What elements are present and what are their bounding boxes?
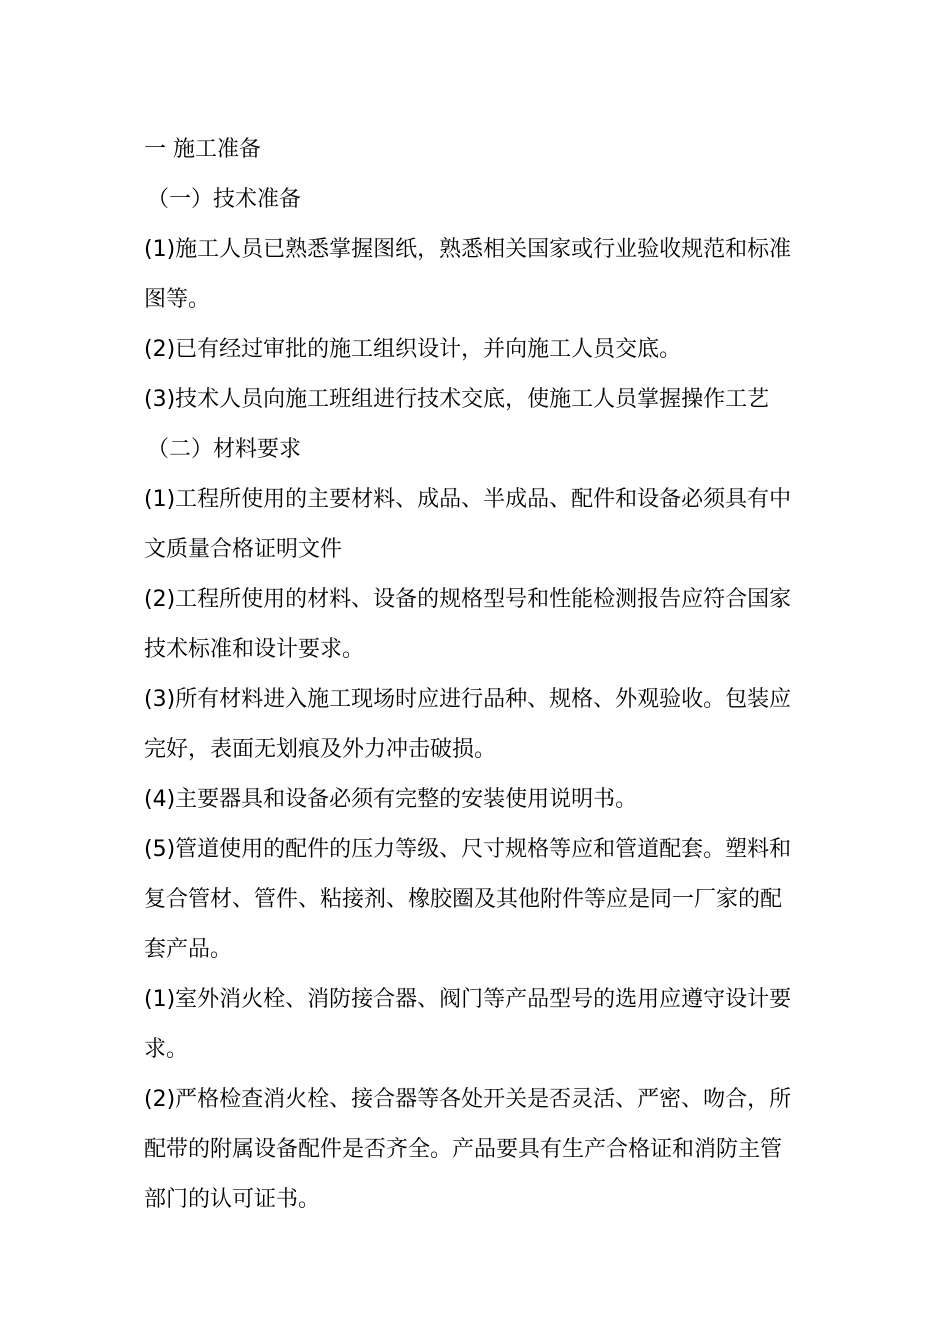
paragraph-material-6 <box>144 975 808 1075</box>
subsection-heading-technical: （一）技术准备 <box>147 187 302 212</box>
paragraph-line: 配带的附属设备配件是否齐全。产品要具有生产合格证和消防主管 <box>144 1137 783 1162</box>
paragraph-line: 完好，表面无划痕及外力冲击破损。 <box>144 737 497 762</box>
paragraph-line: (1)室外消火栓、消防接合器、阀门等产品型号的选用应遵守设计要 <box>144 987 792 1012</box>
paragraph-line: 复合管材、管件、粘接剂、橡胶圈及其他附件等应是同一厂家的配 <box>144 887 783 912</box>
paragraph-line: (1)施工人员已熟悉掌握图纸，熟悉相关国家或行业验收规范和标准 <box>144 237 792 262</box>
subsection-heading-materials: （二）材料要求 <box>147 437 302 462</box>
paragraph-line: (2)严格检查消火栓、接合器等各处开关是否灵活、严密、吻合，所 <box>144 1087 792 1112</box>
paragraph-tech-1 <box>144 225 808 325</box>
paragraph-line: (2)已有经过审批的施工组织设计，并向施工人员交底。 <box>144 337 682 362</box>
paragraph-line: (3)技术人员向施工班组进行技术交底，使施工人员掌握操作工艺 <box>144 387 770 412</box>
paragraph-line: (3)所有材料进入施工现场时应进行品种、规格、外观验收。包装应 <box>144 687 792 712</box>
paragraph-line: 图等。 <box>144 287 211 312</box>
paragraph-material-1 <box>144 475 808 575</box>
paragraph-tech-3 <box>144 375 808 425</box>
section-title: 一 施工准备 <box>144 137 261 162</box>
paragraph-material-4 <box>144 775 808 825</box>
paragraph-line: (2)工程所使用的材料、设备的规格型号和性能检测报告应符合国家 <box>144 587 792 612</box>
paragraph-line: 技术标准和设计要求。 <box>144 637 365 662</box>
paragraph-line: (5)管道使用的配件的压力等级、尺寸规格等应和管道配套。塑料和 <box>144 837 792 862</box>
paragraph-line: 部门的认可证书。 <box>144 1187 321 1212</box>
document-body <box>144 125 808 1225</box>
paragraph-material-5 <box>144 825 808 975</box>
paragraph-tech-2 <box>144 325 808 375</box>
paragraph-line: (1)工程所使用的主要材料、成品、半成品、配件和设备必须具有中 <box>144 487 792 512</box>
paragraph-line: (4)主要器具和设备必须有完整的安装使用说明书。 <box>144 787 638 812</box>
paragraph-line: 文质量合格证明文件 <box>144 537 343 562</box>
paragraph-line: 套产品。 <box>144 937 233 962</box>
paragraph-material-2 <box>144 575 808 675</box>
paragraph-material-3 <box>144 675 808 775</box>
paragraph-material-7 <box>144 1075 808 1225</box>
paragraph-line: 求。 <box>144 1037 189 1062</box>
